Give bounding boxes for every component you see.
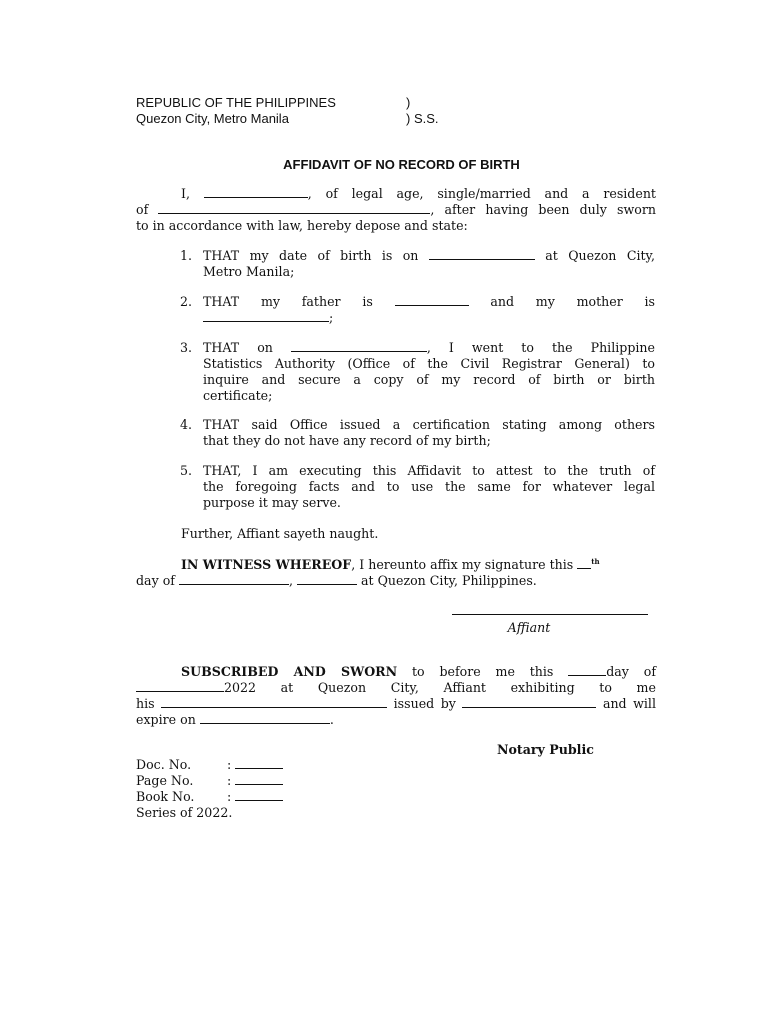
doc-no-label: Doc. No. xyxy=(136,757,192,772)
header-ss: ) S.S. xyxy=(406,111,439,126)
item-5: THAT, I am executing this Affidavit to attest to the truth of the foregoing facts and to use the same for whatever legal purpose it may serve. xyxy=(203,463,655,510)
item-3-number: 3. xyxy=(180,340,193,355)
page-no-label: Page No. xyxy=(136,773,194,788)
subscribed-line-3: his issued by and will xyxy=(136,696,656,711)
header-paren: ) xyxy=(406,95,411,110)
series-label: Series of 2022. xyxy=(136,805,233,820)
item-5-number: 5. xyxy=(180,463,193,478)
book-no-field: : xyxy=(227,789,283,804)
item-1-number: 1. xyxy=(180,248,193,263)
item-2-number: 2. xyxy=(180,294,193,309)
item-2: THAT my father is and my mother is ; xyxy=(203,294,655,325)
intro-line-3: to in accordance with law, hereby depose and state: xyxy=(136,218,468,233)
doc-no-field: : xyxy=(227,757,283,772)
page-no-field: : xyxy=(227,773,283,788)
affiant-signature-line xyxy=(452,614,648,615)
book-no-label: Book No. xyxy=(136,789,195,804)
intro-line-2: of , after having been duly sworn xyxy=(136,202,656,217)
further-statement: Further, Affiant sayeth naught. xyxy=(181,526,379,541)
notary-public-label: Notary Public xyxy=(497,742,594,757)
item-1: THAT my date of birth is on at Quezon City, Metro Manila; xyxy=(203,248,655,279)
item-4: THAT said Office issued a certification stating among others that they do not have any record of my birth; xyxy=(203,417,655,448)
affiant-label: Affiant xyxy=(507,620,551,635)
subscribed-line-4: expire on . xyxy=(136,712,334,727)
header-city: Quezon City, Metro Manila xyxy=(136,111,289,126)
document-title: AFFIDAVIT OF NO RECORD OF BIRTH xyxy=(283,157,520,172)
subscribed-line-2: 2022 at Quezon City, Affiant exhibiting to me xyxy=(136,680,656,695)
witness-line-1: IN WITNESS WHEREOF, I hereunto affix my signature this $^{th}$ xyxy=(181,557,600,573)
header-country: REPUBLIC OF THE PHILIPPINES xyxy=(136,95,336,110)
subscribed-line-1: SUBSCRIBED AND SWORN to before me this day of xyxy=(181,664,656,679)
witness-line-2: day of , at Quezon City, Philippines. xyxy=(136,573,537,588)
item-4-number: 4. xyxy=(180,417,193,432)
item-3: THAT on , I went to the Philippine Statistics Authority (Office of the Civil Registrar General) to inquire and secure a copy of my record of birth or birth certificate; xyxy=(203,340,655,403)
intro-line-1: I, , of legal age, single/married and a resident xyxy=(181,186,656,201)
